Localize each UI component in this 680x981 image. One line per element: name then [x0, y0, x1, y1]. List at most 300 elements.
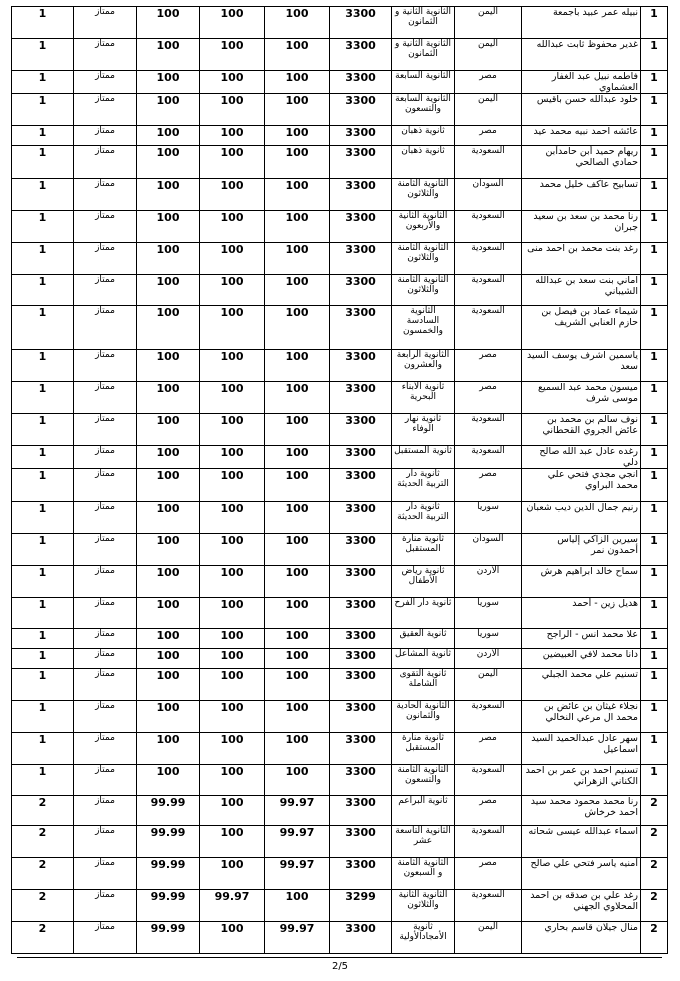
school-cell: الثانوية الثانية و الثمانون — [392, 7, 455, 39]
percentage-cell: 100 — [137, 146, 200, 179]
country-cell: السعودية — [455, 826, 522, 858]
table-row — [12, 126, 668, 146]
country-cell: السودان — [455, 179, 522, 211]
student-name-cell: سهر عادل عبدالحميد السيد اسماعيل — [522, 733, 641, 765]
total-score-cell: 3300 — [330, 733, 392, 765]
table-row — [12, 566, 668, 598]
rank-cell: 1 — [641, 39, 668, 71]
total-score-cell: 3300 — [330, 566, 392, 598]
rank-cell: 1 — [641, 306, 668, 350]
country-cell: السعودية — [455, 275, 522, 306]
grade-cell: ممتاز — [74, 94, 137, 126]
score-cell: 100 — [265, 701, 330, 733]
school-cell: ثانوية البراعم — [392, 796, 455, 826]
rank-cell-end: 1 — [12, 733, 74, 765]
rank-cell: 1 — [641, 649, 668, 669]
rank-cell: 2 — [641, 922, 668, 954]
student-name-cell: دانا محمد لافي العبيضين — [522, 649, 641, 669]
total-score-cell: 3300 — [330, 701, 392, 733]
percentage-cell: 100 — [137, 126, 200, 146]
score-cell: 100 — [265, 382, 330, 414]
percentage-cell: 100 — [137, 179, 200, 211]
score-cell: 100 — [200, 701, 265, 733]
rank-cell-end: 1 — [12, 598, 74, 629]
rank-cell-end: 1 — [12, 629, 74, 649]
country-cell: اليمن — [455, 922, 522, 954]
student-name-cell: رغده عادل عبد الله صالح دلي — [522, 446, 641, 469]
grade-cell: ممتاز — [74, 306, 137, 350]
score-cell: 100 — [265, 306, 330, 350]
results-table-body — [12, 7, 668, 954]
grade-cell: ممتاز — [74, 350, 137, 382]
grade-cell: ممتاز — [74, 71, 137, 94]
percentage-cell: 100 — [137, 701, 200, 733]
school-cell: ثانوية ذهبان — [392, 146, 455, 179]
school-cell: الثانوية الثامنة والثلاثون — [392, 243, 455, 275]
total-score-cell: 3300 — [330, 796, 392, 826]
percentage-cell: 100 — [137, 649, 200, 669]
rank-cell: 1 — [641, 382, 668, 414]
rank-cell-end: 1 — [12, 146, 74, 179]
rank-cell-end: 1 — [12, 39, 74, 71]
rank-cell: 1 — [641, 7, 668, 39]
table-row — [12, 382, 668, 414]
rank-cell-end: 1 — [12, 566, 74, 598]
rank-cell: 1 — [641, 94, 668, 126]
percentage-cell: 99.99 — [137, 890, 200, 922]
percentage-cell: 100 — [137, 306, 200, 350]
country-cell: السعودية — [455, 701, 522, 733]
table-row — [12, 414, 668, 446]
grade-cell: ممتاز — [74, 39, 137, 71]
total-score-cell: 3300 — [330, 350, 392, 382]
student-name-cell: أمنيه ياسر فتحي علي صالح — [522, 858, 641, 890]
score-cell: 100 — [200, 179, 265, 211]
table-row — [12, 146, 668, 179]
rank-cell-end: 1 — [12, 649, 74, 669]
rank-cell: 1 — [641, 446, 668, 469]
table-row — [12, 7, 668, 39]
total-score-cell: 3300 — [330, 446, 392, 469]
table-row — [12, 469, 668, 502]
score-cell: 100 — [265, 469, 330, 502]
school-cell: الثانوية الثامنة والتسعون — [392, 765, 455, 796]
percentage-cell: 99.99 — [137, 922, 200, 954]
score-cell: 100 — [200, 71, 265, 94]
grade-cell: ممتاز — [74, 890, 137, 922]
score-cell: 100 — [200, 94, 265, 126]
rank-cell: 2 — [641, 858, 668, 890]
total-score-cell: 3300 — [330, 534, 392, 566]
score-cell: 100 — [200, 243, 265, 275]
score-cell: 100 — [200, 126, 265, 146]
school-cell: الثانوية الثامنة و السبعون — [392, 858, 455, 890]
rank-cell-end: 1 — [12, 382, 74, 414]
table-row — [12, 243, 668, 275]
rank-cell: 1 — [641, 469, 668, 502]
percentage-cell: 99.99 — [137, 796, 200, 826]
rank-cell-end: 1 — [12, 179, 74, 211]
rank-cell: 1 — [641, 534, 668, 566]
rank-cell: 1 — [641, 701, 668, 733]
score-cell: 100 — [200, 669, 265, 701]
rank-cell: 1 — [641, 629, 668, 649]
total-score-cell: 3300 — [330, 382, 392, 414]
total-score-cell: 3300 — [330, 765, 392, 796]
country-cell: السودان — [455, 534, 522, 566]
rank-cell: 2 — [641, 826, 668, 858]
country-cell: مصر — [455, 733, 522, 765]
score-cell: 100 — [265, 211, 330, 243]
table-row — [12, 502, 668, 534]
rank-cell-end: 1 — [12, 71, 74, 94]
student-name-cell: سماح خالد ابراهيم هرش — [522, 566, 641, 598]
total-score-cell: 3300 — [330, 858, 392, 890]
country-cell: مصر — [455, 350, 522, 382]
rank-cell: 1 — [641, 211, 668, 243]
grade-cell: ممتاز — [74, 414, 137, 446]
score-cell: 100 — [200, 796, 265, 826]
student-name-cell: رنيم جمال الدين ديب شعبان — [522, 502, 641, 534]
grade-cell: ممتاز — [74, 7, 137, 39]
school-cell: الثانوية الثامنة والثلاثون — [392, 179, 455, 211]
percentage-cell: 100 — [137, 502, 200, 534]
total-score-cell: 3300 — [330, 826, 392, 858]
score-cell: 100 — [200, 414, 265, 446]
table-row — [12, 94, 668, 126]
table-row — [12, 534, 668, 566]
rank-cell: 1 — [641, 414, 668, 446]
rank-cell-end: 2 — [12, 826, 74, 858]
student-name-cell: عائشه احمد نبيه محمد عيد — [522, 126, 641, 146]
total-score-cell: 3300 — [330, 469, 392, 502]
grade-cell: ممتاز — [74, 275, 137, 306]
total-score-cell: 3300 — [330, 598, 392, 629]
school-cell: ثانوية دار التربية الحديثة — [392, 502, 455, 534]
total-score-cell: 3300 — [330, 649, 392, 669]
country-cell: السعودية — [455, 211, 522, 243]
table-row — [12, 275, 668, 306]
total-score-cell: 3300 — [330, 243, 392, 275]
school-cell: ثانوية الأبناء البحرية — [392, 382, 455, 414]
percentage-cell: 100 — [137, 566, 200, 598]
total-score-cell: 3300 — [330, 94, 392, 126]
percentage-cell: 100 — [137, 275, 200, 306]
grade-cell: ممتاز — [74, 733, 137, 765]
total-score-cell: 3300 — [330, 71, 392, 94]
school-cell: ثانوية منارة المستقبل — [392, 733, 455, 765]
rank-cell: 1 — [641, 126, 668, 146]
rank-cell-end: 1 — [12, 94, 74, 126]
percentage-cell: 100 — [137, 598, 200, 629]
score-cell: 100 — [200, 211, 265, 243]
total-score-cell: 3300 — [330, 39, 392, 71]
score-cell: 100 — [265, 733, 330, 765]
percentage-cell: 99.99 — [137, 858, 200, 890]
percentage-cell: 100 — [137, 765, 200, 796]
score-cell: 100 — [200, 922, 265, 954]
school-cell: ثانوية المشاعل — [392, 649, 455, 669]
table-row — [12, 306, 668, 350]
table-row — [12, 71, 668, 94]
rank-cell-end: 1 — [12, 275, 74, 306]
grade-cell: ممتاز — [74, 446, 137, 469]
score-cell: 100 — [200, 469, 265, 502]
score-cell: 100 — [200, 765, 265, 796]
table-row — [12, 826, 668, 858]
percentage-cell: 100 — [137, 534, 200, 566]
table-row — [12, 796, 668, 826]
score-cell: 100 — [265, 890, 330, 922]
rank-cell: 2 — [641, 796, 668, 826]
score-cell: 100 — [200, 598, 265, 629]
country-cell: السعودية — [455, 446, 522, 469]
school-cell: الثانوية الثانية و الثمانون — [392, 39, 455, 71]
percentage-cell: 100 — [137, 71, 200, 94]
table-row — [12, 858, 668, 890]
score-cell: 99.97 — [265, 922, 330, 954]
school-cell: ثانوية نهار الوفاء — [392, 414, 455, 446]
rank-cell: 1 — [641, 502, 668, 534]
score-cell: 100 — [265, 502, 330, 534]
student-name-cell: انجي مجدي فتحي علي محمد البراوي — [522, 469, 641, 502]
grade-cell: ممتاز — [74, 146, 137, 179]
student-name-cell: رنا محمد بن سعد بن سعيد جبران — [522, 211, 641, 243]
rank-cell-end: 1 — [12, 211, 74, 243]
rank-cell-end: 1 — [12, 350, 74, 382]
grade-cell: ممتاز — [74, 243, 137, 275]
country-cell: مصر — [455, 382, 522, 414]
score-cell: 100 — [200, 39, 265, 71]
school-cell: الثانوية الثامنة والثلاثون — [392, 275, 455, 306]
score-cell: 100 — [200, 446, 265, 469]
total-score-cell: 3300 — [330, 922, 392, 954]
table-row — [12, 890, 668, 922]
grade-cell: ممتاز — [74, 179, 137, 211]
score-cell: 100 — [200, 858, 265, 890]
score-cell: 100 — [200, 826, 265, 858]
rank-cell-end: 1 — [12, 7, 74, 39]
grade-cell: ممتاز — [74, 649, 137, 669]
rank-cell-end: 1 — [12, 534, 74, 566]
rank-cell: 1 — [641, 765, 668, 796]
student-name-cell: فاطمه نبيل عبد الغفار العشماوي — [522, 71, 641, 94]
percentage-cell: 100 — [137, 243, 200, 275]
country-cell: اليمن — [455, 94, 522, 126]
total-score-cell: 3300 — [330, 502, 392, 534]
rank-cell: 1 — [641, 146, 668, 179]
rank-cell-end: 2 — [12, 922, 74, 954]
country-cell: السعودية — [455, 243, 522, 275]
total-score-cell: 3300 — [330, 7, 392, 39]
table-row — [12, 669, 668, 701]
score-cell: 100 — [265, 629, 330, 649]
school-cell: ثانوية الأمجادالأولية — [392, 922, 455, 954]
grade-cell: ممتاز — [74, 669, 137, 701]
grade-cell: ممتاز — [74, 922, 137, 954]
country-cell: السعودية — [455, 765, 522, 796]
student-name-cell: هديل زين - أحمد — [522, 598, 641, 629]
score-cell: 100 — [200, 733, 265, 765]
score-cell: 100 — [265, 414, 330, 446]
score-cell: 100 — [265, 126, 330, 146]
rank-cell-end: 1 — [12, 446, 74, 469]
total-score-cell: 3300 — [330, 629, 392, 649]
score-cell: 100 — [265, 146, 330, 179]
student-name-cell: غدير محفوظ ثابت عبدالله — [522, 39, 641, 71]
score-cell: 100 — [265, 598, 330, 629]
score-cell: 99.97 — [265, 826, 330, 858]
table-row — [12, 701, 668, 733]
results-table — [11, 6, 668, 954]
table-row — [12, 922, 668, 954]
score-cell: 99.97 — [200, 890, 265, 922]
grade-cell: ممتاز — [74, 598, 137, 629]
score-cell: 100 — [265, 446, 330, 469]
table-row — [12, 350, 668, 382]
country-cell: سوريا — [455, 629, 522, 649]
score-cell: 100 — [200, 306, 265, 350]
score-cell: 100 — [265, 534, 330, 566]
country-cell: اليمن — [455, 669, 522, 701]
student-name-cell: تسنيم علي محمد الجبلي — [522, 669, 641, 701]
student-name-cell: رغد علي بن صدقه بن احمد المحلاوي الجهني — [522, 890, 641, 922]
total-score-cell: 3300 — [330, 669, 392, 701]
total-score-cell: 3300 — [330, 179, 392, 211]
rank-cell-end: 1 — [12, 414, 74, 446]
rank-cell: 1 — [641, 275, 668, 306]
grade-cell: ممتاز — [74, 858, 137, 890]
rank-cell-end: 1 — [12, 126, 74, 146]
percentage-cell: 100 — [137, 629, 200, 649]
score-cell: 100 — [265, 765, 330, 796]
rank-cell-end: 1 — [12, 765, 74, 796]
country-cell: سوريا — [455, 598, 522, 629]
grade-cell: ممتاز — [74, 211, 137, 243]
table-row — [12, 598, 668, 629]
table-row — [12, 733, 668, 765]
score-cell: 100 — [265, 275, 330, 306]
table-row — [12, 211, 668, 243]
percentage-cell: 100 — [137, 469, 200, 502]
rank-cell-end: 1 — [12, 469, 74, 502]
country-cell: اليمن — [455, 7, 522, 39]
rank-cell: 1 — [641, 669, 668, 701]
score-cell: 100 — [265, 39, 330, 71]
score-cell: 100 — [200, 629, 265, 649]
student-name-cell: شيماء عماد بن فيصل بن حازم العنابي الشريف — [522, 306, 641, 350]
student-name-cell: تسنيم احمد بن عمر بن احمد الكناني الزهراني — [522, 765, 641, 796]
percentage-cell: 100 — [137, 211, 200, 243]
grade-cell: ممتاز — [74, 765, 137, 796]
score-cell: 99.97 — [265, 858, 330, 890]
student-name-cell: اماني بنت سعد بن عبدالله الشيباني — [522, 275, 641, 306]
score-cell: 100 — [265, 350, 330, 382]
country-cell: سوريا — [455, 502, 522, 534]
student-name-cell: رغد بنت محمد بن احمد منى — [522, 243, 641, 275]
student-name-cell: سيرين الزاكي إلياس أحمدون نمر — [522, 534, 641, 566]
student-name-cell: ميسون محمد عبد السميع موسى شرف — [522, 382, 641, 414]
rank-cell-end: 1 — [12, 243, 74, 275]
score-cell: 100 — [265, 649, 330, 669]
country-cell: السعودية — [455, 890, 522, 922]
grade-cell: ممتاز — [74, 796, 137, 826]
rank-cell-end: 2 — [12, 796, 74, 826]
school-cell: الثانوية الثانية والأربعون — [392, 211, 455, 243]
total-score-cell: 3300 — [330, 126, 392, 146]
grade-cell: ممتاز — [74, 469, 137, 502]
school-cell: ثانوية دار الفرح — [392, 598, 455, 629]
score-cell: 100 — [200, 534, 265, 566]
student-name-cell: ريهام حميد أبن حامدأبن حمادي الصالحي — [522, 146, 641, 179]
grade-cell: ممتاز — [74, 502, 137, 534]
score-cell: 100 — [265, 179, 330, 211]
student-name-cell: ياسمين اشرف يوسف السيد سعد — [522, 350, 641, 382]
score-cell: 100 — [200, 649, 265, 669]
table-row — [12, 629, 668, 649]
grade-cell: ممتاز — [74, 826, 137, 858]
total-score-cell: 3300 — [330, 146, 392, 179]
school-cell: ثانوية التقوى الشاملة — [392, 669, 455, 701]
grade-cell: ممتاز — [74, 701, 137, 733]
grade-cell: ممتاز — [74, 382, 137, 414]
country-cell: مصر — [455, 71, 522, 94]
score-cell: 100 — [265, 94, 330, 126]
percentage-cell: 99.99 — [137, 826, 200, 858]
school-cell: ثانوية رياض الأطفال — [392, 566, 455, 598]
table-row — [12, 39, 668, 71]
student-name-cell: اسماء عبدالله عيسى شحاته — [522, 826, 641, 858]
score-cell: 100 — [200, 566, 265, 598]
grade-cell: ممتاز — [74, 566, 137, 598]
rank-cell-end: 2 — [12, 890, 74, 922]
total-score-cell: 3300 — [330, 414, 392, 446]
rank-cell: 1 — [641, 566, 668, 598]
student-name-cell: علا محمد انس - الراجح — [522, 629, 641, 649]
score-cell: 99.97 — [265, 796, 330, 826]
rank-cell-end: 1 — [12, 306, 74, 350]
student-name-cell: رنا محمد محمود محمد سيد احمد خرخاش — [522, 796, 641, 826]
grade-cell: ممتاز — [74, 629, 137, 649]
student-name-cell: نبيله عمر عبيد باجمعة — [522, 7, 641, 39]
school-cell: الثانوية السادسة والخمسون — [392, 306, 455, 350]
footer-divider — [17, 957, 662, 958]
percentage-cell: 100 — [137, 446, 200, 469]
table-row — [12, 765, 668, 796]
percentage-cell: 100 — [137, 669, 200, 701]
student-name-cell: نوف سالم بن محمد بن عائض الجروي القحطاني — [522, 414, 641, 446]
percentage-cell: 100 — [137, 94, 200, 126]
school-cell: الثانوية الثانية والثلاثون — [392, 890, 455, 922]
student-name-cell: منال جيلان قاسم بحاري — [522, 922, 641, 954]
country-cell: السعودية — [455, 414, 522, 446]
school-cell: الثانوية الرابعة والعشرون — [392, 350, 455, 382]
table-row — [12, 179, 668, 211]
rank-cell: 1 — [641, 598, 668, 629]
school-cell: الثانوية السابعة والتسعون — [392, 94, 455, 126]
rank-cell-end: 1 — [12, 502, 74, 534]
table-row — [12, 446, 668, 469]
rank-cell: 1 — [641, 71, 668, 94]
score-cell: 100 — [265, 566, 330, 598]
rank-cell: 1 — [641, 350, 668, 382]
percentage-cell: 100 — [137, 39, 200, 71]
country-cell: السعودية — [455, 146, 522, 179]
score-cell: 100 — [265, 243, 330, 275]
score-cell: 100 — [200, 7, 265, 39]
score-cell: 100 — [265, 7, 330, 39]
student-name-cell: خلود عبدالله حسن باقيس — [522, 94, 641, 126]
